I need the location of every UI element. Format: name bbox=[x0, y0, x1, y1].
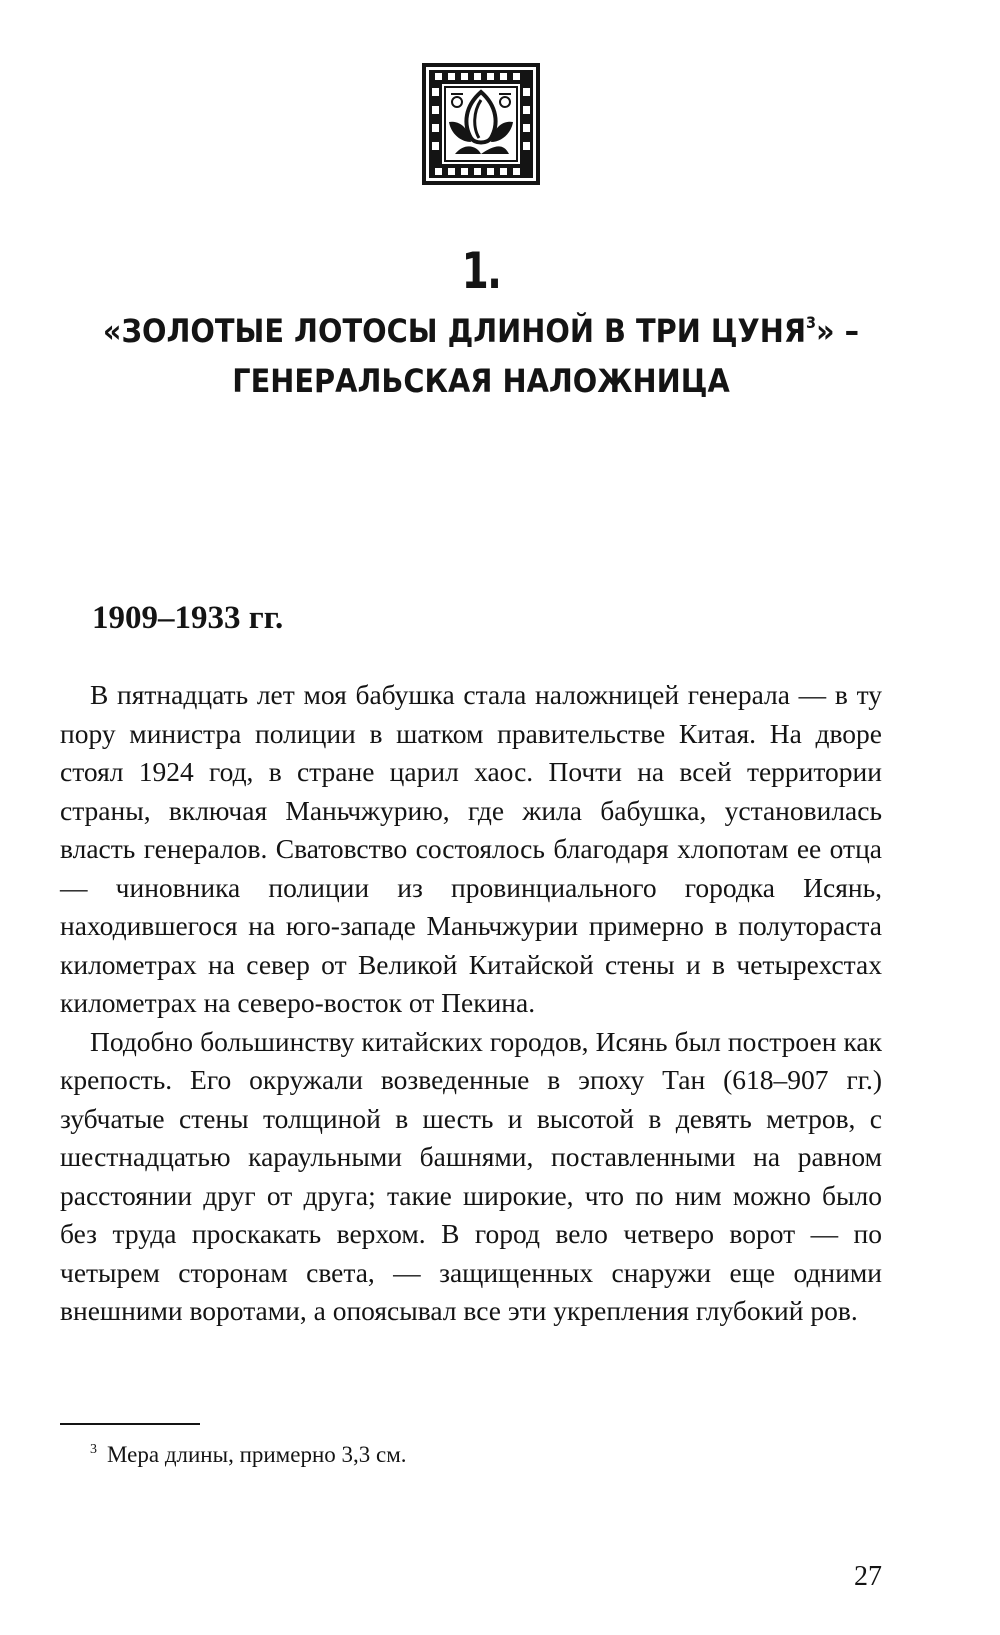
paragraph-2: Подобно большинству китайских городов, Исянь был построен как крепость. Его окружали возведенные в эпоху Тан (618–907 гг.) зубчатые стены толщиной в шесть и высотой в девять метров, с шестнадцатью караульными башнями, поставленными на равном расстоянии друг от друга; такие широкие, что по ним можно было без труда проскакать верхом. В город вело четверо ворот — по четырем сторонам света, — защищенных снаружи еще одними внешними воротами, а опоясывал все эти укрепления глубокий ров. bbox=[60, 1025, 882, 1326]
footnote bbox=[90, 1434, 407, 1471]
chapter-title-line-2: ГЕНЕРАЛЬСКАЯ НАЛОЖНИЦА bbox=[232, 362, 730, 400]
paragraph-1: В пятнадцать лет моя бабушка стала наложницей генерала — в ту пору министра полиции в шатком правительстве Китая. На дворе стоял 1924 год, в стране царил хаос. Почти на всей территории страны, включая Маньчжурию, где жила бабушка, установилась власть генералов. Сватовство состоялось благодаря хлопотам ее отца — чиновника полиции из провинциального городка Исянь, находившегося на юго-западе Маньчжурии примерно в полутораста километрах на север от Великой Китайской стены и в четырехстах километрах на северо-восток от Пекина. bbox=[60, 679, 882, 1018]
footnote-divider bbox=[60, 1423, 200, 1425]
body-text bbox=[60, 676, 882, 1331]
page-number: 27 bbox=[854, 1561, 882, 1592]
chapter-title-text: «ЗОЛОТЫЕ ЛОТОСЫ ДЛИНОЙ В ТРИ ЦУНЯ bbox=[102, 312, 807, 350]
footnote-mark: 3 bbox=[90, 1442, 97, 1457]
chapter-title-line-1 bbox=[48, 306, 914, 356]
chapter-title bbox=[0, 306, 962, 406]
footnote-reference: 3 bbox=[806, 313, 817, 332]
chapter-number: 1. bbox=[461, 242, 501, 300]
lotus-ornament-icon bbox=[421, 62, 541, 186]
footnote-text: Мера длины, примерно 3,3 см. bbox=[107, 1442, 407, 1467]
section-dates: 1909–1933 гг. bbox=[92, 600, 284, 636]
chapter-title-text-end: » – bbox=[816, 312, 860, 350]
